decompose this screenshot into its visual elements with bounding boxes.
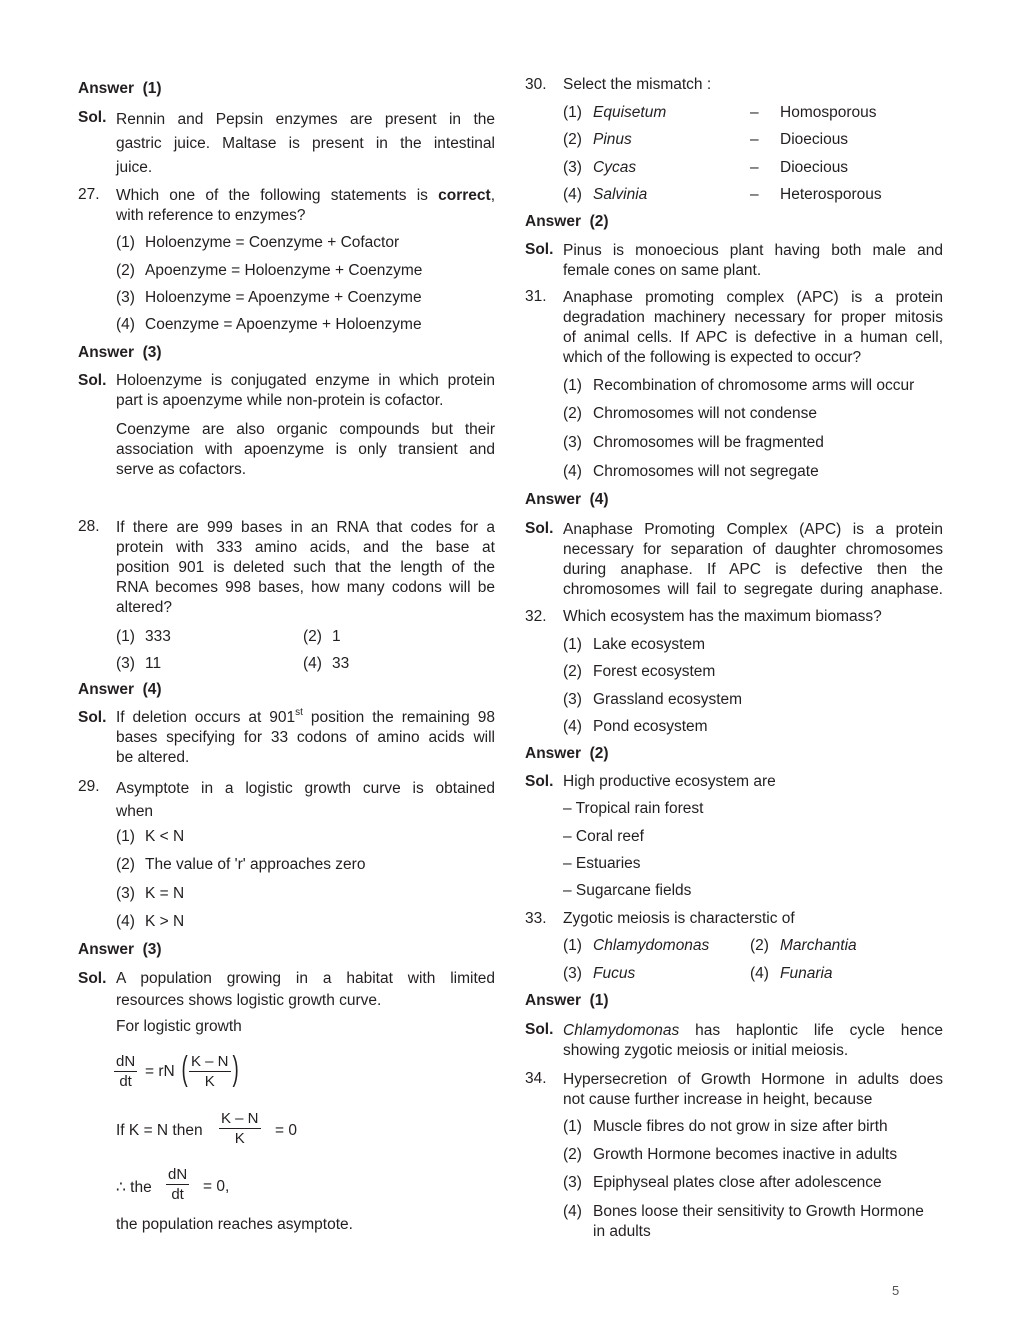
option-4[interactable] [563,1202,924,1240]
option-label: (1) [563,937,582,954]
option-3[interactable] [563,1174,882,1192]
option-3[interactable] [563,691,743,709]
question-text: Select the mismatch : [563,76,712,93]
sol-line: Rennin and Pepsin enzymes are present in the [116,111,495,128]
option-3[interactable] [116,655,162,673]
option-desc: Homosporous [780,104,877,121]
question-line [116,186,495,206]
answer-text: Answer [78,80,134,97]
option-text: Holoenzyme = Coenzyme + Cofactor [145,234,400,251]
option-4[interactable] [750,965,833,983]
option-2[interactable] [563,405,817,423]
option-label: (4) [563,186,582,203]
answer-label [78,344,162,362]
option-label: (1) [116,234,135,251]
sol-list-item: – Coral reef [563,828,644,845]
sol-label: Sol. [525,773,554,790]
option-4[interactable] [116,913,185,931]
option-label: (3) [116,289,135,306]
equation-suffix: = 0, [203,1178,230,1195]
question-number: 30. [525,76,547,93]
answer-value: (3) [142,344,162,361]
text: , [490,187,495,204]
answer-text: Answer [525,745,581,762]
option-text: Recombination of chromosome arms will occur [593,377,915,394]
option-text: Muscle fibres do not grow in size after birth [593,1118,888,1135]
sol-label: Sol. [78,970,107,987]
sol-label: Sol. [78,109,107,126]
question-line: of animal cells. If APC is defective in a human cell, [563,329,943,346]
equation-prefix: ∴ the [116,1179,152,1196]
question-text [116,186,495,226]
sol-line: part is apoenzyme while non-protein is cofactor. [116,392,444,409]
numerator: K – N [221,1110,259,1127]
sol-line: chromosomes will fail to segregate during anaphase. [563,581,943,598]
sol-line: A population growing in a habitat with limited [116,970,495,987]
option-label: (2) [116,262,135,279]
sol-label: Sol. [78,372,107,389]
answer-text: Answer [78,941,134,958]
question-line: Anaphase promoting complex (APC) is a protein [563,289,943,306]
option-text: Marchantia [780,937,857,954]
answer-text: Answer [525,491,581,508]
option-text: Bones loose their sensitivity to Growth Hormone [593,1203,924,1220]
option-3[interactable] [563,434,824,452]
solution-text [116,968,495,1012]
sol-line: showing zygotic meiosis or initial meiosis. [563,1042,849,1059]
option-text: K > N [145,913,185,930]
option-label: (2) [116,856,135,873]
option-1[interactable] [563,636,705,654]
option-label: (3) [563,159,582,176]
option-label: (4) [563,463,582,480]
question-line: Asymptote in a logistic growth curve is obtained [116,780,495,797]
option-label: (2) [750,937,769,954]
option-2[interactable] [750,937,857,955]
option-text: Funaria [780,965,833,982]
answer-value: (4) [589,491,609,508]
answer-value: (2) [589,745,609,762]
text: position the remaining 98 [302,709,495,726]
option-text: The value of 'r' approaches zero [145,856,366,873]
option-label: (2) [563,663,582,680]
equation-suffix: = 0 [275,1122,297,1139]
species-name: Chlamydomonas [563,1022,680,1039]
option-text: Chlamydomonas [593,937,710,954]
option-label: (1) [563,1118,582,1135]
solution-text: High productive ecosystem are [563,773,776,790]
question-number: 32. [525,608,547,625]
option-label: (3) [563,1174,582,1191]
text: Which one of the following statements is [116,187,439,204]
option-term: Salvinia [593,186,648,203]
option-label: (2) [563,131,582,148]
option-label: (4) [116,913,135,930]
sol-label: Sol. [78,709,107,726]
option-text: Chromosomes will not segregate [593,463,819,480]
option-label: (2) [563,1146,582,1163]
sol-list-item: – Sugarcane fields [563,882,692,899]
text: has haplontic life cycle hence [679,1022,943,1039]
sol-line: Anaphase Promoting Complex (APC) is a protein [563,521,943,538]
denominator: dt [119,1073,132,1090]
question-number: 29. [78,778,100,795]
option-text: 33 [332,655,350,672]
answer-label [525,745,609,763]
answer-text: Answer [525,213,581,230]
option-label: (1) [563,636,582,653]
sol-label: Sol. [525,241,554,258]
numerator: K – N [191,1053,229,1070]
question-line: when [116,803,154,820]
numerator: dN [168,1166,188,1183]
option-dash: – [750,131,759,148]
emphasis: correct [438,187,491,204]
option-text: Epiphyseal plates close after adolescence [593,1174,882,1191]
option-2[interactable] [116,262,423,280]
solution-text [116,420,495,480]
fraction-k-minus-n [189,1052,231,1092]
option-text: Chromosomes will not condense [593,405,817,422]
option-label: (1) [563,377,582,394]
right-paren: ) [232,1050,239,1088]
denominator: dt [171,1186,184,1203]
answer-label [525,213,609,231]
option-3[interactable] [563,965,636,983]
option-4[interactable] [116,316,422,334]
option-text: Growth Hormone becomes inactive in adults [593,1146,898,1163]
option-text: Lake ecosystem [593,636,705,653]
option-label: (4) [563,1203,582,1220]
option-label: (4) [303,655,322,672]
option-text: 11 [145,655,162,672]
match-option-4[interactable] [563,186,943,204]
option-1[interactable] [563,377,915,395]
equation-prefix: If K = N then [116,1122,203,1139]
option-text: K = N [145,885,185,902]
option-1[interactable] [116,234,400,252]
answer-label [525,491,609,509]
option-label: (1) [116,628,135,645]
answer-value: (1) [142,80,162,97]
option-label: (1) [116,828,135,845]
sol-line: Pinus is monoecious plant having both male and [563,242,943,259]
option-text: Apoenzyme = Holoenzyme + Coenzyme [145,262,423,279]
answer-value: (4) [142,681,162,698]
sol-line: resources shows logistic growth curve. [116,992,382,1009]
answer-value: (3) [142,941,162,958]
option-1[interactable] [116,628,171,646]
option-text: Holoenzyme = Apoenzyme + Coenzyme [145,289,422,306]
question-number: 28. [78,518,100,535]
option-label: (3) [116,655,135,672]
sol-line: Holoenzyme is conjugated enzyme in which protein [116,372,495,389]
equation-mid: = rN [145,1063,175,1080]
question-number: 33. [525,910,547,927]
option-3[interactable] [116,885,185,903]
sol-label: Sol. [525,1021,554,1038]
question-line: which of the following is expected to occur? [563,349,862,366]
option-dash: – [750,104,759,121]
option-text: 333 [145,628,171,645]
option-3[interactable] [116,289,422,307]
option-text-continued: in adults [593,1223,651,1240]
numerator: dN [116,1053,136,1070]
option-text: K < N [145,828,185,845]
sol-line: bases specifying for 33 codons of amino acids will [116,729,495,746]
option-term: Equisetum [593,104,667,121]
question-text [563,288,943,368]
option-4[interactable] [563,718,708,736]
option-label: (1) [563,104,582,121]
solution-text [563,520,943,600]
option-text: Chromosomes will be fragmented [593,434,824,451]
sol-label: Sol. [525,520,554,537]
answer-label [78,681,162,699]
question-line: position 901 is deleted such that the length of the [116,559,495,576]
sol-line: necessary for separation of daughter chromosomes [563,541,943,558]
option-4[interactable] [563,463,819,481]
option-4[interactable] [303,655,350,673]
question-text [563,1070,943,1110]
question-text: Which ecosystem has the maximum biomass? [563,608,882,625]
option-label: (3) [563,434,582,451]
fraction-dn-dt [114,1052,137,1092]
question-number: 31. [525,288,547,305]
option-label: (3) [116,885,135,902]
match-option-1[interactable] [563,104,943,122]
fraction-k-minus-n [219,1109,261,1149]
answer-text: Answer [78,344,134,361]
question-line: altered? [116,599,173,616]
option-text: Coenzyme = Apoenzyme + Holoenzyme [145,316,422,333]
option-text: Pond ecosystem [593,718,708,735]
sol-line [116,708,495,728]
question-line: RNA becomes 998 bases, how many codons will be [116,579,495,596]
question-number: 27. [78,186,100,203]
match-option-2[interactable] [563,131,943,149]
option-1[interactable] [563,937,710,955]
sol-line: juice. [116,159,153,176]
option-desc: Heterosporous [780,186,882,203]
question-text: Zygotic meiosis is characterstic of [563,910,795,927]
option-1[interactable] [116,828,185,846]
option-text: 1 [332,628,341,645]
sol-line: Coenzyme are also organic compounds but their [116,421,495,438]
denominator: K [204,1073,215,1090]
solution-text [116,108,495,180]
option-dash: – [750,159,759,176]
question-line: protein with 333 amino acids, and the base at [116,539,495,556]
sol-line: during anaphase. If APC is defective then the [563,561,943,578]
page-number: 5 [892,1283,900,1298]
option-2[interactable] [563,1146,898,1164]
sol-line: female cones on same plant. [563,262,762,279]
answer-label [78,941,162,959]
question-text [116,518,495,618]
solution-text [116,371,495,411]
sol-line: association with apoenzyme is only transient and [116,441,495,458]
answer-text: Answer [78,681,134,698]
question-number: 34. [525,1070,547,1087]
option-2[interactable] [116,856,366,874]
solution-text [563,241,943,281]
option-label: (4) [116,316,135,333]
superscript: st [295,707,303,718]
solution-text [563,1021,943,1061]
fraction-dn-dt [166,1165,189,1205]
conclusion-text: the population reaches asymptote. [116,1216,353,1233]
option-desc: Dioecious [780,131,849,148]
option-desc: Dioecious [780,159,849,176]
question-line: If there are 999 bases in an RNA that codes for a [116,519,495,536]
left-paren: ( [181,1050,188,1088]
option-text: Forest ecosystem [593,663,716,680]
option-term: Pinus [593,131,632,148]
option-dash: – [750,186,759,203]
option-1[interactable] [563,1118,888,1136]
question-line: degradation machinery necessary for proper mitosis [563,309,943,326]
question-line: Hypersecretion of Growth Hormone in adults does [563,1071,943,1088]
sol-list-item: – Tropical rain forest [563,800,704,817]
sol-line [563,1021,943,1041]
sol-line: gastric juice. Maltase is present in the intestinal [116,135,495,152]
answer-value: (1) [589,992,609,1009]
question-line: with reference to enzymes? [116,207,306,224]
denominator: K [234,1130,245,1147]
option-term: Cycas [593,159,637,176]
option-label: (2) [563,405,582,422]
sol-line: serve as cofactors. [116,461,247,478]
question-line: not cause further increase in height, because [563,1091,873,1108]
option-2[interactable] [563,663,716,681]
option-label: (4) [750,965,769,982]
option-text: Fucus [593,965,636,982]
text: If deletion occurs at 901 [116,709,296,726]
match-option-3[interactable] [563,159,943,177]
answer-label [525,992,609,1010]
option-label: (3) [563,965,582,982]
answer-text: Answer [525,992,581,1009]
option-label: (4) [563,718,582,735]
answer-label [78,80,162,98]
question-text [116,777,495,823]
answer-value: (2) [589,213,609,230]
sol-line: be altered. [116,749,190,766]
option-text: Grassland ecosystem [593,691,743,708]
sol-list-item: – Estuaries [563,855,641,872]
solution-text [116,708,495,768]
for-logistic-text: For logistic growth [116,1018,242,1035]
option-label: (3) [563,691,582,708]
option-2[interactable] [303,628,341,646]
option-label: (2) [303,628,322,645]
